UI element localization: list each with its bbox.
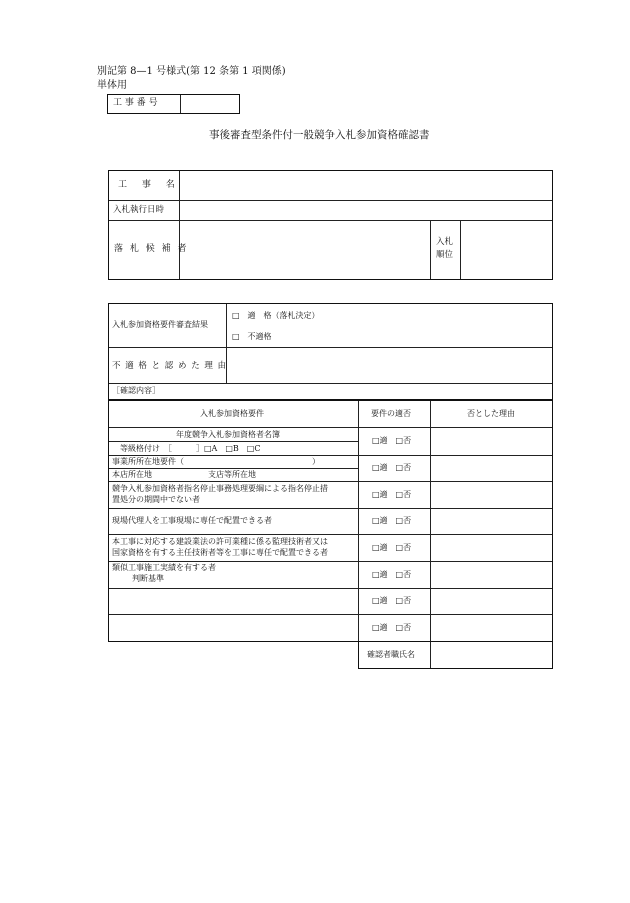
usage-label: 単体用 — [97, 80, 127, 91]
col-requirement-header: 入札参加資格要件 — [200, 409, 264, 418]
col-reason-header: 否とした理由 — [467, 409, 515, 418]
requirement-5-line1: 本工事に対応する建設業法の許可業種に係る監理技術者又は — [112, 537, 328, 546]
requirement-3-line1: 競争入札参加資格者指名停止事務処理要綱による指名停止措 — [112, 484, 328, 493]
rank-label-2: 順位 — [436, 250, 454, 260]
reason-label: 不 適 格 と 認 め た 理 由 — [112, 361, 228, 371]
requirement-6-line1: 類似工事施工実績を有する者 — [112, 563, 216, 572]
requirement-8-check[interactable]: □適 □否 — [372, 623, 412, 632]
requirement-1-line1: 年度競争入札参加資格者名簿 — [176, 430, 280, 439]
rank-label-1: 入札 — [436, 237, 454, 247]
requirement-4-check[interactable]: □適 □否 — [372, 516, 412, 525]
col-compliance-header: 要件の適否 — [371, 409, 411, 418]
requirement-3-check[interactable]: □適 □否 — [372, 490, 412, 499]
requirement-6-line2: 判断基準 — [132, 574, 164, 583]
form-number: 別記第 8—1 号様式(第 12 条第 1 項関係) — [97, 66, 286, 77]
work-number-label: 工 事 番 号 — [113, 98, 158, 108]
requirement-5-check[interactable]: □適 □否 — [372, 543, 412, 552]
requirement-7-check[interactable]: □適 □否 — [372, 596, 412, 605]
requirement-2-check[interactable]: □適 □否 — [372, 463, 412, 472]
document-title: 事後審査型条件付一般競争入札参加資格確認書 — [209, 129, 430, 141]
confirm-header: ［確認内容］ — [112, 386, 160, 395]
result-label: 入札参加資格要件審査結果 — [112, 320, 208, 329]
requirement-1-line2[interactable]: 等級格付け ［ ］□A □B □C — [120, 444, 261, 453]
option-pass[interactable]: □ 適 格（落札決定） — [232, 311, 320, 320]
confirmer-label: 確認者職氏名 — [367, 650, 415, 659]
requirement-3-line2: 置処分の期間中でない者 — [112, 495, 200, 504]
requirement-2-line2: 本店所在地 支店等所在地 — [112, 470, 256, 479]
requirement-2-line1[interactable]: 事業所所在地要件（ ） — [112, 457, 320, 466]
requirement-1-check[interactable]: □適 □否 — [372, 436, 412, 445]
requirement-5-line2: 国家資格を有する主任技術者等を工事に専任で配置できる者 — [112, 548, 328, 557]
bid-datetime-label: 入札執行日時 — [113, 205, 165, 215]
requirement-6-check[interactable]: □適 □否 — [372, 570, 412, 579]
requirement-4-line1: 現場代理人を工事現場に専任で配置できる者 — [112, 516, 272, 525]
option-fail[interactable]: □ 不適格 — [232, 332, 272, 341]
candidate-label: 落 札 候 補 者 — [114, 244, 189, 254]
review-table — [108, 303, 553, 400]
work-name-label: 工 事 名 — [118, 180, 181, 190]
